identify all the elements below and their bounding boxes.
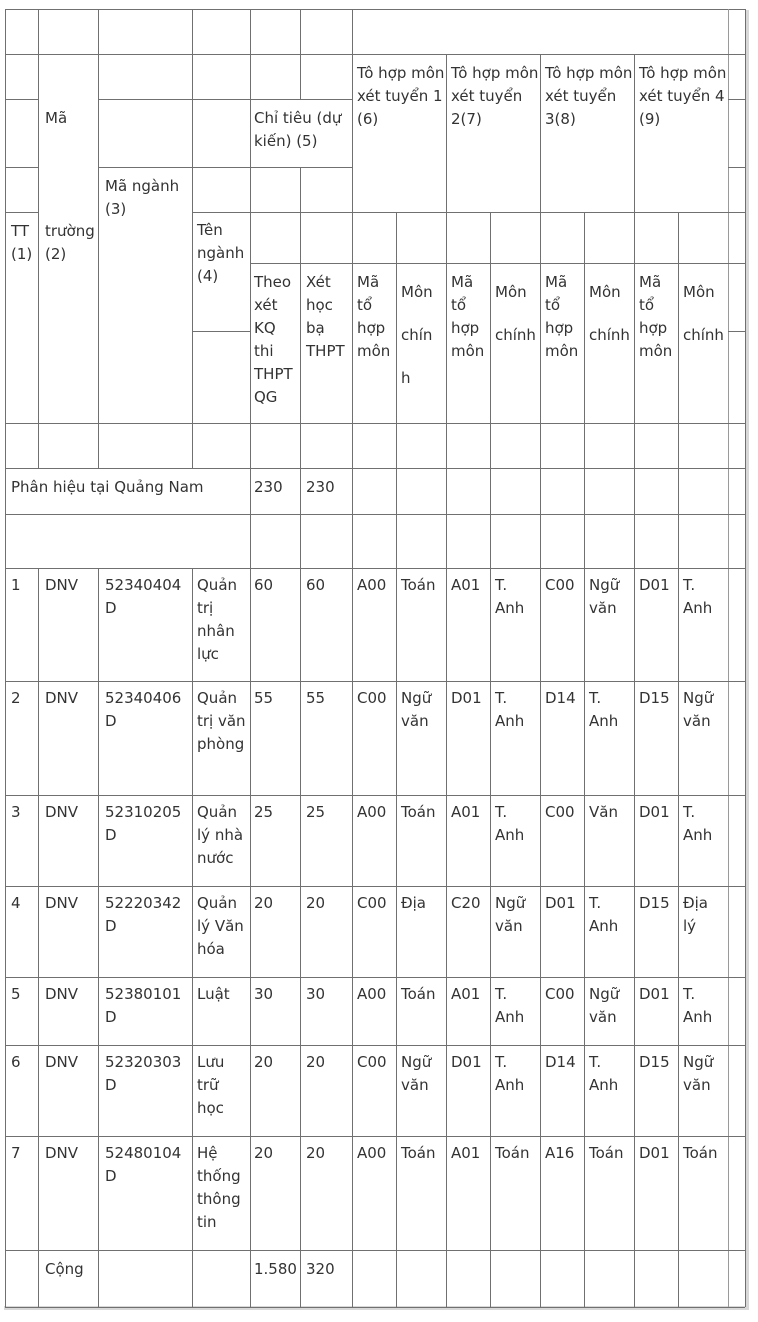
cell-hb: 20 xyxy=(306,894,326,912)
cell-ma: 52340404D xyxy=(105,576,182,617)
grid-vline xyxy=(728,9,729,1307)
grid-vline xyxy=(634,54,635,1307)
cell-m2: Ngữ văn xyxy=(495,894,526,935)
grid-hline xyxy=(728,331,745,332)
cell-m1: Ngữ văn xyxy=(401,1053,432,1094)
grid-hline xyxy=(5,1307,745,1308)
cell-hb: 25 xyxy=(306,803,326,821)
cell-c1: A00 xyxy=(357,576,387,594)
cell-c1: A00 xyxy=(357,985,387,1003)
cell-m2: T. Anh xyxy=(495,1053,525,1094)
header-to-hop-4: Tô hợp môn xét tuyển 4 (9) xyxy=(639,64,727,128)
cell-m2: T. Anh xyxy=(495,576,525,617)
grid-hline xyxy=(192,212,745,213)
cell-c4: D15 xyxy=(639,894,670,912)
cell-c1: C00 xyxy=(357,1053,387,1071)
cell-m1: Toán xyxy=(401,985,436,1003)
cell-truong: DNV xyxy=(45,689,79,707)
cell-truong: DNV xyxy=(45,894,79,912)
grid-hline xyxy=(5,99,38,100)
header-to-hop-2: Tô hợp môn xét tuyển 2(7) xyxy=(451,64,539,128)
cell-kq: 20 xyxy=(254,1144,274,1162)
cell-ten: Luật xyxy=(197,985,230,1003)
cell-truong: DNV xyxy=(45,576,79,594)
cell-m1: Toán xyxy=(401,1144,436,1162)
cell-ma: 52310205D xyxy=(105,803,182,844)
cell-hb: 20 xyxy=(306,1053,326,1071)
cell-ten: Quản lý Văn hóa xyxy=(197,894,244,958)
header-theo-xet: Theo xét KQ thi THPT QG xyxy=(254,273,293,406)
cell-ma: 52320303D xyxy=(105,1053,182,1094)
header-tt: TT (1) xyxy=(11,222,33,263)
cell-truong: DNV xyxy=(45,1053,79,1071)
cell-m1: Ngữ văn xyxy=(401,689,432,730)
cell-c3: A16 xyxy=(545,1144,575,1162)
cell-c2: A01 xyxy=(451,803,481,821)
cell-c3: C00 xyxy=(545,985,575,1003)
cell-c3: D01 xyxy=(545,894,576,912)
cell-kq: 30 xyxy=(254,985,274,1003)
cell-m4: T. Anh xyxy=(683,803,713,844)
cell-m4: Ngữ văn xyxy=(683,1053,714,1094)
cell-m2: T. Anh xyxy=(495,985,525,1026)
header-ma-to-hop-3: Mã tổ hợp môn xyxy=(545,273,579,360)
grid-vline xyxy=(584,212,585,1307)
grid-vline xyxy=(192,568,193,1307)
grid-vline xyxy=(446,54,447,1307)
cell-c3: D14 xyxy=(545,689,576,707)
grid-vline xyxy=(300,167,301,1307)
cell-kq: 25 xyxy=(254,803,274,821)
cell-kq: 55 xyxy=(254,689,274,707)
grid-vline xyxy=(5,9,6,1307)
header-mon-chinh-3: Môn chính xyxy=(589,283,630,344)
cell-tt: 7 xyxy=(11,1144,21,1162)
cell-m3: T. Anh xyxy=(589,1053,619,1094)
cell-m4: Toán xyxy=(683,1144,718,1162)
grid-vline xyxy=(300,9,301,99)
cell-tt: 4 xyxy=(11,894,21,912)
cell-tt: 6 xyxy=(11,1053,21,1071)
header-mon-chinh-1: Môn chính xyxy=(401,283,433,387)
cell-m4: Ngữ văn xyxy=(683,689,714,730)
total-theo-xet: 1.580 xyxy=(254,1260,297,1278)
cell-m4: Địa lý xyxy=(683,894,708,935)
header-xet-hoc-ba: Xét học bạ THPT xyxy=(306,273,345,360)
cell-hb: 55 xyxy=(306,689,326,707)
cell-m1: Toán xyxy=(401,803,436,821)
cell-ma: 52340406D xyxy=(105,689,182,730)
cell-kq: 60 xyxy=(254,576,274,594)
cell-m3: Ngữ văn xyxy=(589,576,620,617)
cell-kq: 20 xyxy=(254,894,274,912)
grid-vline xyxy=(98,9,99,468)
cell-c2: A01 xyxy=(451,576,481,594)
header-mon-chinh-2: Môn chính xyxy=(495,283,536,344)
grid-hline xyxy=(98,99,352,100)
section-theo-xet: 230 xyxy=(254,478,283,496)
cell-tt: 1 xyxy=(11,576,21,594)
cell-m3: T. Anh xyxy=(589,894,619,935)
header-mon-chinh-4: Môn chính xyxy=(683,283,724,344)
cell-c1: A00 xyxy=(357,1144,387,1162)
cell-m3: Ngữ văn xyxy=(589,985,620,1026)
total-hoc-ba: 320 xyxy=(306,1260,335,1278)
header-ma-to-hop-2: Mã tổ hợp môn xyxy=(451,273,485,360)
grid-hline xyxy=(192,331,250,332)
grid-vline xyxy=(745,9,746,1307)
cell-tt: 2 xyxy=(11,689,21,707)
grid-hline xyxy=(5,9,745,10)
cell-ma: 52480104D xyxy=(105,1144,182,1185)
cell-kq: 20 xyxy=(254,1053,274,1071)
section-label: Phân hiệu tại Quảng Nam xyxy=(11,478,204,496)
cell-ten: Quản trị nhân lực xyxy=(197,576,238,663)
grid-hline xyxy=(250,263,745,264)
cell-ma: 52220342D xyxy=(105,894,182,935)
cell-c4: D01 xyxy=(639,576,670,594)
cell-c3: D14 xyxy=(545,1053,576,1071)
header-chi-tieu: Chỉ tiêu (dự kiến) (5) xyxy=(254,109,342,150)
cell-truong: DNV xyxy=(45,985,79,1003)
header-to-hop-1: Tô hợp môn xét tuyển 1 (6) xyxy=(357,64,445,128)
total-label: Cộng xyxy=(45,1260,84,1278)
cell-ten: Quản lý nhà nước xyxy=(197,803,244,867)
cell-m2: Toán xyxy=(495,1144,530,1162)
header-to-hop-3: Tô hợp môn xét tuyển 3(8) xyxy=(545,64,633,128)
grid-hline xyxy=(5,167,38,168)
cell-c4: D15 xyxy=(639,1053,670,1071)
grid-hline xyxy=(5,212,38,213)
cell-c2: A01 xyxy=(451,1144,481,1162)
cell-hb: 60 xyxy=(306,576,326,594)
cell-m4: T. Anh xyxy=(683,576,713,617)
grid-vline xyxy=(250,9,251,1307)
cell-c3: C00 xyxy=(545,576,575,594)
section-hoc-ba: 230 xyxy=(306,478,335,496)
cell-m3: Toán xyxy=(589,1144,624,1162)
cell-ten: Quản trị văn phòng xyxy=(197,689,246,753)
grid-vline xyxy=(192,9,193,468)
cell-c1: A00 xyxy=(357,803,387,821)
cell-m2: T. Anh xyxy=(495,689,525,730)
grid-hline xyxy=(98,167,352,168)
cell-c4: D15 xyxy=(639,689,670,707)
header-ma-to-hop-1: Mã tổ hợp môn xyxy=(357,273,391,360)
cell-c2: A01 xyxy=(451,985,481,1003)
grid-hline xyxy=(728,99,745,100)
cell-c2: D01 xyxy=(451,689,482,707)
cell-tt: 3 xyxy=(11,803,21,821)
cell-c4: D01 xyxy=(639,985,670,1003)
cell-truong: DNV xyxy=(45,1144,79,1162)
cell-ma: 52380101D xyxy=(105,985,182,1026)
grid-vline xyxy=(38,568,39,1307)
grid-vline xyxy=(352,9,353,1307)
header-ma-nganh: Mã ngành (3) xyxy=(105,177,180,218)
cell-m3: Văn xyxy=(589,803,618,821)
cell-ten: Lưu trữ học xyxy=(197,1053,225,1117)
header-ma-truong-bottom: trường (2) xyxy=(45,222,95,263)
cell-c2: C20 xyxy=(451,894,481,912)
header-ten-nganh: Tên ngành (4) xyxy=(197,221,245,285)
cell-c2: D01 xyxy=(451,1053,482,1071)
grid-vline xyxy=(38,9,39,468)
cell-m1: Địa xyxy=(401,894,426,912)
cell-hb: 30 xyxy=(306,985,326,1003)
grid-vline xyxy=(396,212,397,1307)
cell-m4: T. Anh xyxy=(683,985,713,1026)
cell-c3: C00 xyxy=(545,803,575,821)
cell-c4: D01 xyxy=(639,1144,670,1162)
cell-c1: C00 xyxy=(357,689,387,707)
cell-hb: 20 xyxy=(306,1144,326,1162)
grid-vline xyxy=(98,568,99,1307)
header-ma-to-hop-4: Mã tổ hợp môn xyxy=(639,273,673,360)
cell-m3: T. Anh xyxy=(589,689,619,730)
cell-tt: 5 xyxy=(11,985,21,1003)
cell-c1: C00 xyxy=(357,894,387,912)
grid-vline xyxy=(540,54,541,1307)
grid-vline xyxy=(490,212,491,1307)
grid-vline xyxy=(678,212,679,1307)
cell-ten: Hệ thống thông tin xyxy=(197,1144,241,1231)
grid-hline xyxy=(728,167,745,168)
cell-m1: Toán xyxy=(401,576,436,594)
cell-c4: D01 xyxy=(639,803,670,821)
header-ma-truong-top: Mã xyxy=(45,109,68,127)
cell-truong: DNV xyxy=(45,803,79,821)
cell-m2: T. Anh xyxy=(495,803,525,844)
